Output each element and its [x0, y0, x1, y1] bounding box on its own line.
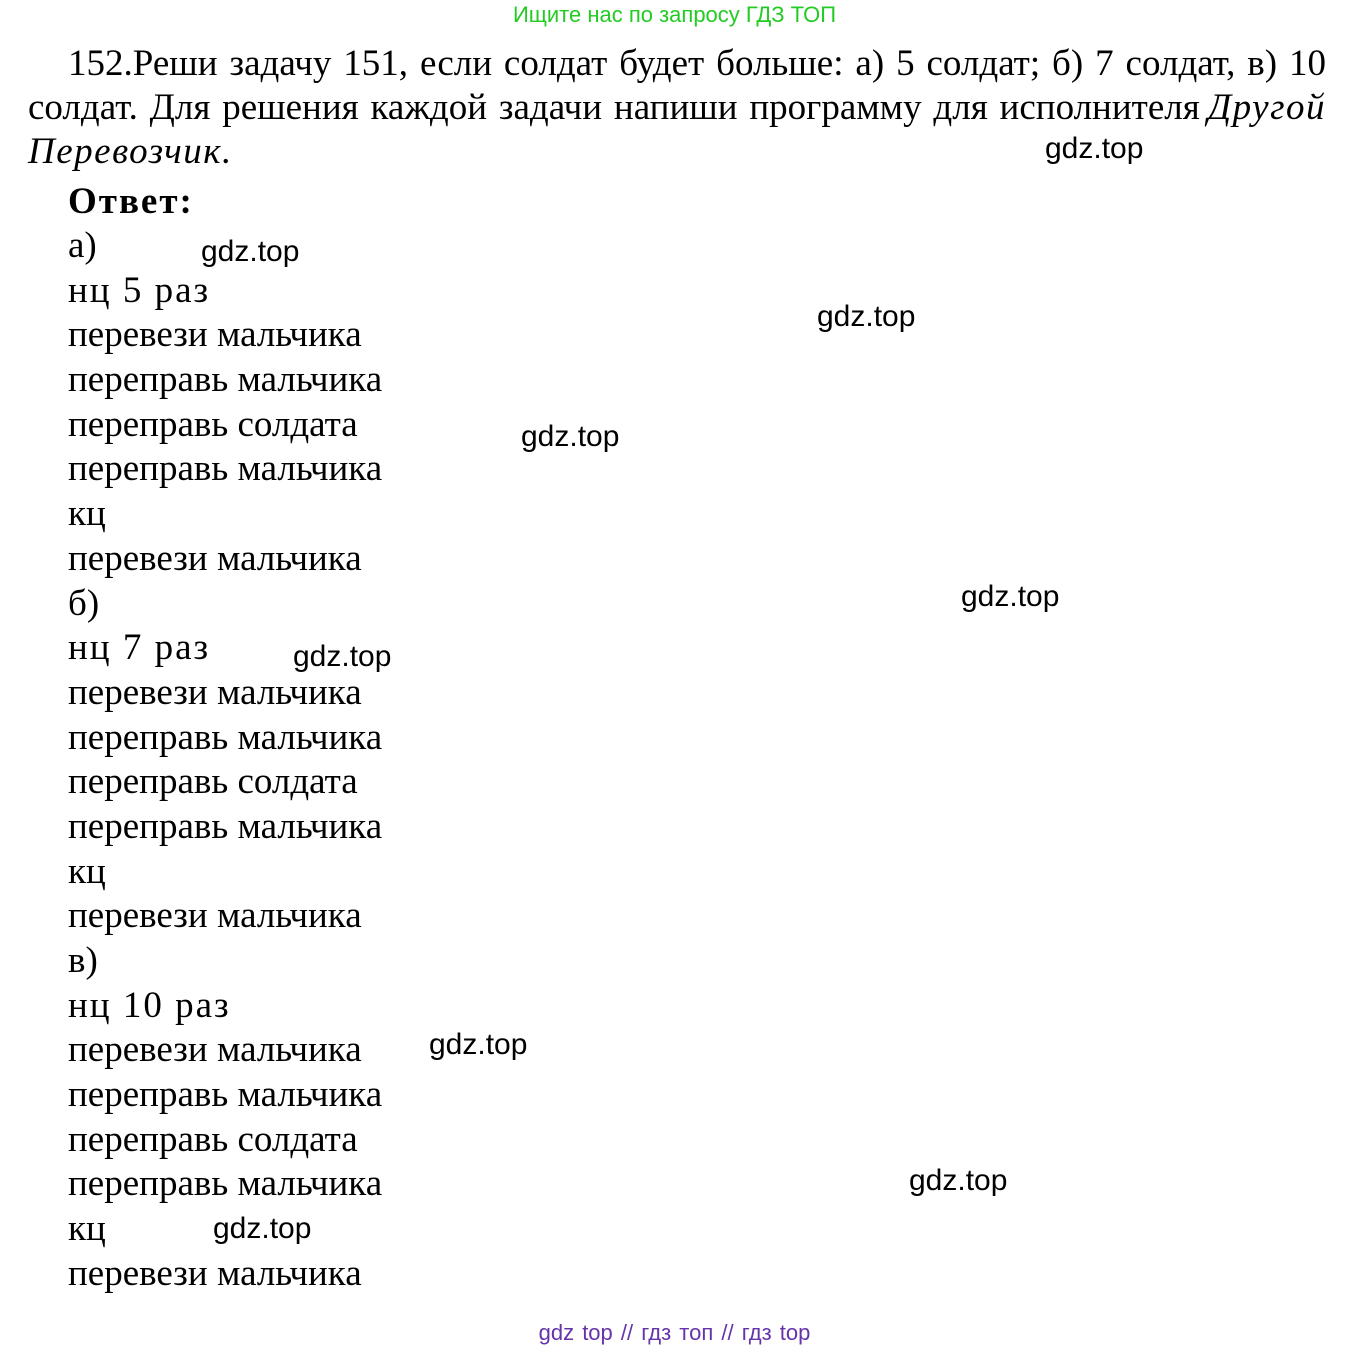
watermark: gdz.top	[213, 1212, 312, 1245]
program-line: а)	[68, 225, 97, 266]
program-line: переправь мальчика	[68, 716, 383, 758]
program-line: кц	[68, 1208, 106, 1250]
program-line: кц	[68, 850, 106, 892]
program-line: переправь солдата	[68, 403, 358, 445]
answer-program	[68, 224, 382, 1297]
program-line: перевези мальчика	[68, 1252, 362, 1294]
watermark: gdz.top	[521, 420, 620, 453]
watermark: gdz.top	[1045, 132, 1144, 165]
program-line: в)	[68, 940, 98, 981]
program-line: перевези мальчика	[68, 671, 362, 713]
program-line: переправь солдата	[68, 761, 358, 803]
watermark: gdz.top	[293, 640, 392, 673]
watermark: gdz.top	[909, 1164, 1008, 1197]
program-line: переправь солдата	[68, 1118, 358, 1160]
answer-title: Ответ:	[68, 181, 194, 222]
program-line: переправь мальчика	[68, 359, 383, 401]
program-line: переправь мальчика	[68, 448, 383, 490]
program-line: перевези мальчика	[68, 537, 362, 579]
watermark: gdz.top	[201, 235, 300, 268]
program-line: кц	[68, 493, 106, 535]
watermark: gdz.top	[961, 580, 1060, 613]
program-line: нц 7 раз	[68, 627, 211, 669]
task-executor: Другой Перевозчик.	[28, 87, 1327, 172]
program-line: б)	[68, 582, 100, 624]
program-line: нц 10 раз	[68, 984, 231, 1026]
program-line: переправь мальчика	[68, 1163, 383, 1205]
program-line: перевези мальчика	[68, 314, 362, 356]
task-text: 152.Реши задачу 151, если солдат будет больше: а) 5 солдат; б) 7 солдат, в) 10 солдат. Для решения каждой задачи напиши программу для исполнителя	[28, 43, 1326, 128]
footer-links: gdz top // гдз топ // гдз top	[538, 1320, 811, 1345]
program-line: переправь мальчика	[68, 1074, 383, 1116]
program-line: переправь мальчика	[68, 805, 383, 847]
watermark: gdz.top	[429, 1028, 528, 1061]
program-line: перевези мальчика	[68, 895, 362, 937]
header-banner: Ищите нас по запросу ГДЗ ТОП	[512, 2, 837, 27]
program-line: перевези мальчика	[68, 1029, 362, 1071]
program-line: нц 5 раз	[68, 269, 211, 311]
watermark: gdz.top	[817, 300, 916, 333]
